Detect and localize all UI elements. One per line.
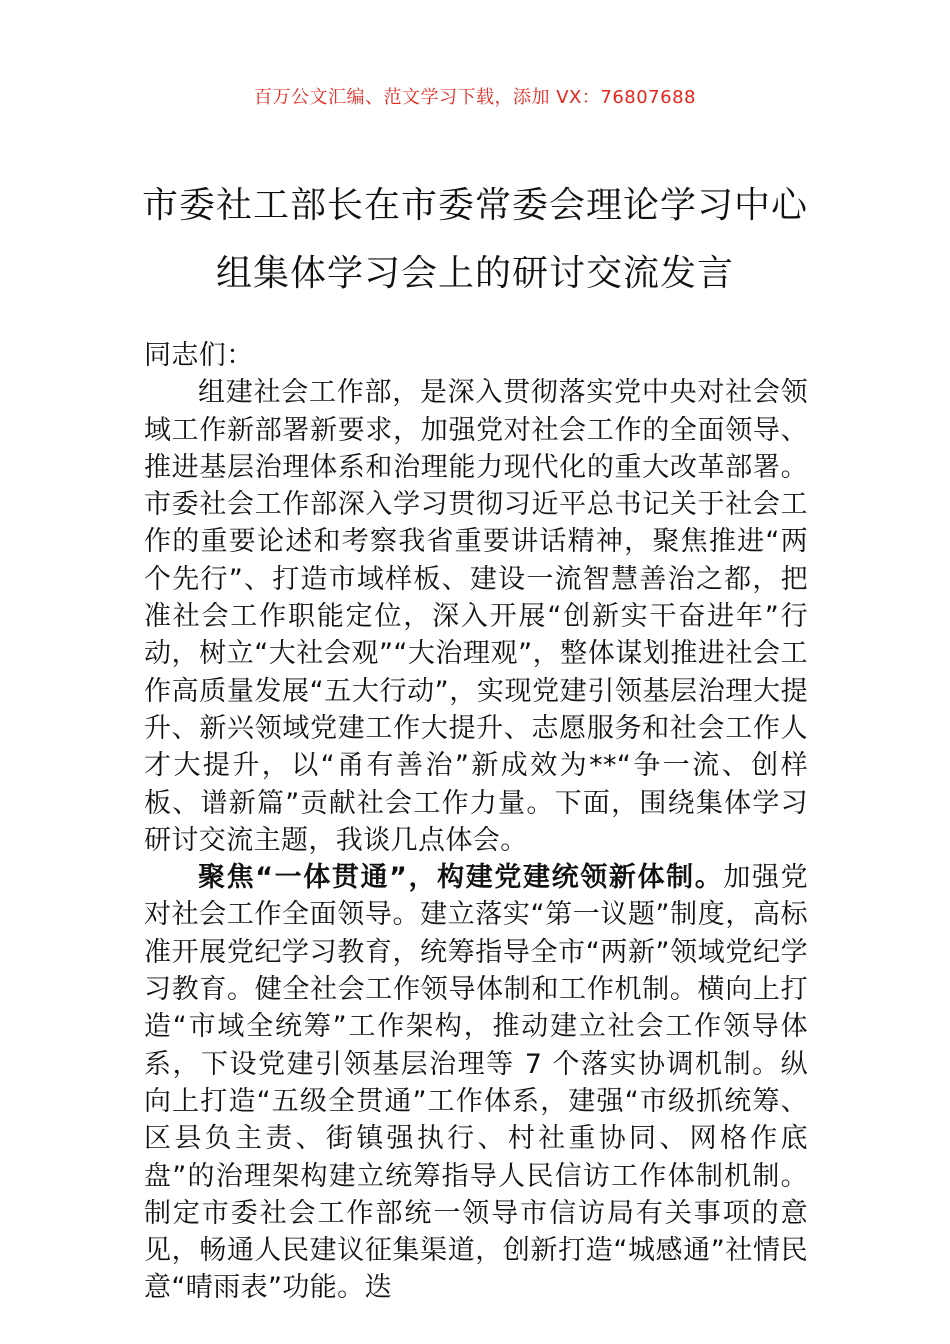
paragraph-2-lead: 聚焦“一体贯通”，构建党建统领新体制。 <box>198 862 724 894</box>
page-title <box>120 172 830 308</box>
title-line-1: 市委社工部长在市委常委会理论学习中心 <box>141 185 808 226</box>
paragraph-2 <box>144 859 808 1307</box>
header-note: 百万公文汇编、范文学习下载，添加 VX：76807688 <box>254 87 696 108</box>
paragraph-2-body: 加强党对社会工作全面领导。建立落实“第一议题”制度，高标准开展党纪学习教育，统筹指导全市“两新”领域党纪学习教育。健全社会工作领导体制和工作机制。横向上打造“市域全统筹”工作架构，推动建立社会工作领导体系，下设党建引领基层治理等 7 个落实协调机制。纵向上打造“五级全贯通”工作体系，建强“市级抓统筹、区县负主责、街镇强执行、村社重协同、网格作底盘”的治理架构建立统筹指导人民信访工作体制机制。制定市委社会工作部统一领导市信访局有关事项的意见，畅通人民建议征集渠道，创新打造“城感通”社情民意“晴雨表”功能。迭 <box>144 862 809 1304</box>
title-line-2: 组集体学习会上的研讨交流发言 <box>215 253 734 294</box>
paragraph-1: 组建社会工作部，是深入贯彻落实党中央对社会领域工作新部署新要求，加强党对社会工作的全面领导、推进基层治理体系和治理能力现代化的重大改革部署。市委社会工作部深入学习贯彻习近平总书记关于社会工作的重要论述和考察我省重要讲话精神，聚焦推进“两个先行”、打造市域样板、建设一流智慧善治之都，把准社会工作职能定位，深入开展“创新实干奋进年”行动，树立“大社会观”“大治理观”，整体谋划推进社会工作高质量发展“五大行动”，实现党建引领基层治理大提升、新兴领域党建工作大提升、志愿服务和社会工作人才大提升，以“甬有善治”新成效为**“争一流、创样板、谱新篇”贡献社会工作力量。下面，围绕集体学习研讨交流主题，我谈几点体会。 <box>144 377 808 856</box>
salutation: 同志们： <box>144 340 254 371</box>
document-body <box>144 337 808 1307</box>
